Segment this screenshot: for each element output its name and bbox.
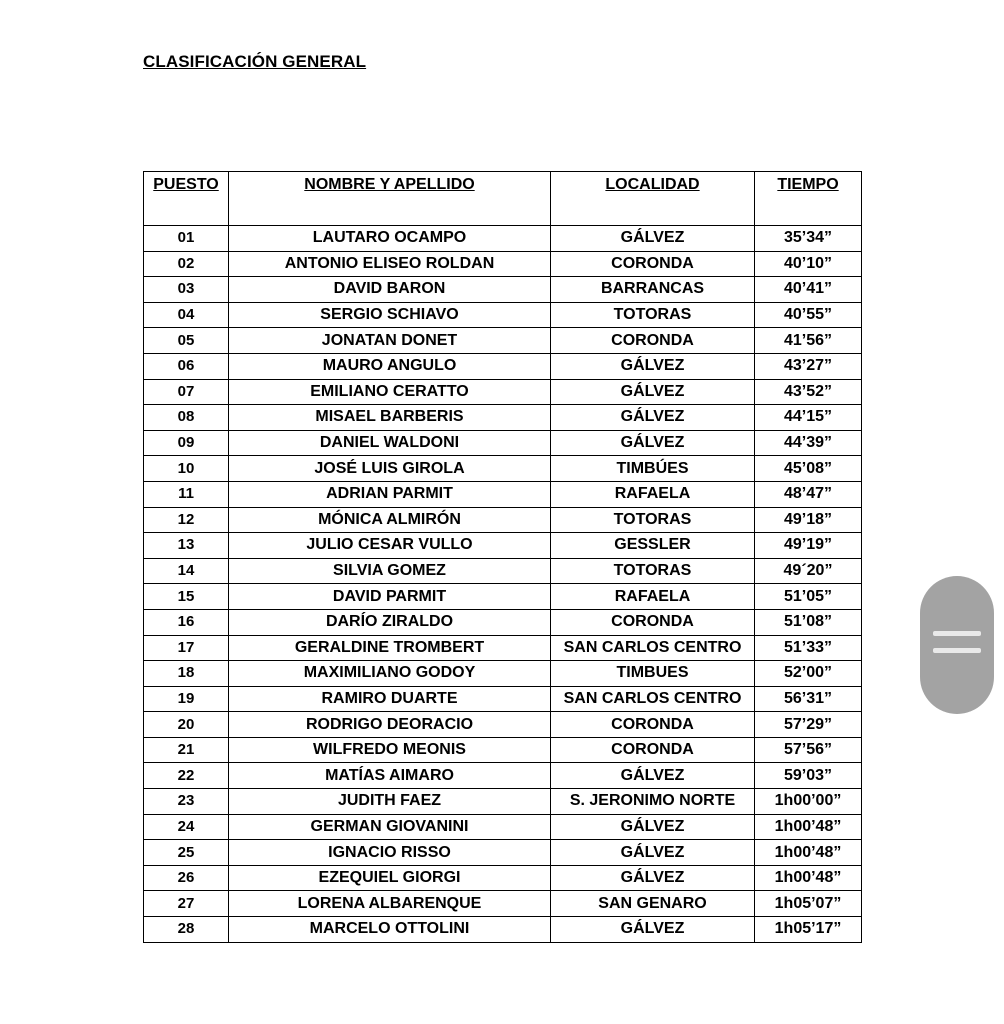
cell-locality: CORONDA (551, 251, 755, 277)
cell-position: 23 (144, 789, 229, 815)
cell-name: MISAEL BARBERIS (229, 405, 551, 431)
cell-locality: S. JERONIMO NORTE (551, 789, 755, 815)
table-row (144, 481, 862, 507)
cell-locality: BARRANCAS (551, 277, 755, 303)
cell-time: 43’27” (755, 353, 862, 379)
cell-time: 51’08” (755, 609, 862, 635)
table-row (144, 251, 862, 277)
table-row (144, 814, 862, 840)
cell-locality: GÁLVEZ (551, 226, 755, 252)
table-row (144, 379, 862, 405)
cell-position: 01 (144, 226, 229, 252)
cell-name: MÓNICA ALMIRÓN (229, 507, 551, 533)
cell-name: DARÍO ZIRALDO (229, 609, 551, 635)
cell-position: 19 (144, 686, 229, 712)
cell-time: 49´20” (755, 558, 862, 584)
cell-name: SERGIO SCHIAVO (229, 302, 551, 328)
cell-position: 27 (144, 891, 229, 917)
cell-position: 08 (144, 405, 229, 431)
cell-position: 28 (144, 917, 229, 943)
cell-name: EMILIANO CERATTO (229, 379, 551, 405)
cell-name: JOSÉ LUIS GIROLA (229, 456, 551, 482)
table-row (144, 865, 862, 891)
cell-name: GERMAN GIOVANINI (229, 814, 551, 840)
table-row (144, 226, 862, 252)
cell-locality: GÁLVEZ (551, 763, 755, 789)
cell-name: GERALDINE TROMBERT (229, 635, 551, 661)
cell-name: DAVID PARMIT (229, 584, 551, 610)
cell-position: 09 (144, 430, 229, 456)
cell-name: JUDITH FAEZ (229, 789, 551, 815)
cell-time: 49’19” (755, 533, 862, 559)
cell-position: 16 (144, 609, 229, 635)
cell-name: RODRIGO DEORACIO (229, 712, 551, 738)
cell-locality: GÁLVEZ (551, 840, 755, 866)
cell-name: ANTONIO ELISEO ROLDAN (229, 251, 551, 277)
table-row (144, 353, 862, 379)
cell-time: 44’15” (755, 405, 862, 431)
cell-locality: CORONDA (551, 609, 755, 635)
table-row (144, 840, 862, 866)
cell-name: JULIO CESAR VULLO (229, 533, 551, 559)
cell-time: 44’39” (755, 430, 862, 456)
cell-position: 05 (144, 328, 229, 354)
table-row (144, 737, 862, 763)
cell-locality: GÁLVEZ (551, 865, 755, 891)
cell-name: MATÍAS AIMARO (229, 763, 551, 789)
cell-time: 57’56” (755, 737, 862, 763)
cell-position: 12 (144, 507, 229, 533)
cell-locality: GÁLVEZ (551, 430, 755, 456)
cell-position: 10 (144, 456, 229, 482)
table-row (144, 763, 862, 789)
cell-time: 40’55” (755, 302, 862, 328)
cell-locality: TIMBUES (551, 661, 755, 687)
cell-time: 1h00’48” (755, 840, 862, 866)
cell-time: 1h00’48” (755, 865, 862, 891)
cell-name: WILFREDO MEONIS (229, 737, 551, 763)
table-row (144, 328, 862, 354)
cell-position: 24 (144, 814, 229, 840)
cell-locality: GÁLVEZ (551, 353, 755, 379)
cell-position: 21 (144, 737, 229, 763)
table-row (144, 405, 862, 431)
cell-name: LAUTARO OCAMPO (229, 226, 551, 252)
cell-position: 02 (144, 251, 229, 277)
cell-position: 14 (144, 558, 229, 584)
cell-position: 18 (144, 661, 229, 687)
cell-position: 03 (144, 277, 229, 303)
cell-position: 17 (144, 635, 229, 661)
cell-time: 35’34” (755, 226, 862, 252)
scroll-handle[interactable] (920, 576, 994, 714)
cell-name: RAMIRO DUARTE (229, 686, 551, 712)
cell-locality: CORONDA (551, 712, 755, 738)
header-time: TIEMPO (755, 172, 862, 226)
cell-time: 57’29” (755, 712, 862, 738)
results-body (144, 226, 862, 943)
cell-name: JONATAN DONET (229, 328, 551, 354)
table-row (144, 302, 862, 328)
document-title: CLASIFICACIÓN GENERAL (143, 52, 367, 71)
cell-time: 41’56” (755, 328, 862, 354)
cell-time: 1h00’00” (755, 789, 862, 815)
table-row (144, 507, 862, 533)
table-row (144, 661, 862, 687)
cell-locality: GÁLVEZ (551, 405, 755, 431)
cell-position: 22 (144, 763, 229, 789)
cell-time: 43’52” (755, 379, 862, 405)
table-row (144, 609, 862, 635)
cell-locality: CORONDA (551, 328, 755, 354)
cell-time: 51’05” (755, 584, 862, 610)
cell-time: 40’10” (755, 251, 862, 277)
cell-locality: SAN CARLOS CENTRO (551, 686, 755, 712)
cell-time: 51’33” (755, 635, 862, 661)
cell-time: 1h00’48” (755, 814, 862, 840)
cell-name: SILVIA GOMEZ (229, 558, 551, 584)
cell-time: 1h05’07” (755, 891, 862, 917)
header-locality: LOCALIDAD (551, 172, 755, 226)
cell-time: 1h05’17” (755, 917, 862, 943)
table-row (144, 686, 862, 712)
cell-name: DANIEL WALDONI (229, 430, 551, 456)
cell-name: IGNACIO RISSO (229, 840, 551, 866)
cell-locality: RAFAELA (551, 481, 755, 507)
table-row (144, 712, 862, 738)
cell-name: EZEQUIEL GIORGI (229, 865, 551, 891)
cell-position: 11 (144, 481, 229, 507)
table-row (144, 635, 862, 661)
cell-locality: SAN CARLOS CENTRO (551, 635, 755, 661)
cell-time: 40’41” (755, 277, 862, 303)
header-position: PUESTO (144, 172, 229, 226)
cell-position: 15 (144, 584, 229, 610)
cell-locality: GESSLER (551, 533, 755, 559)
cell-position: 20 (144, 712, 229, 738)
table-row (144, 430, 862, 456)
cell-position: 25 (144, 840, 229, 866)
cell-time: 59’03” (755, 763, 862, 789)
cell-position: 13 (144, 533, 229, 559)
results-table (143, 171, 862, 943)
table-header-row (144, 172, 862, 226)
cell-locality: RAFAELA (551, 584, 755, 610)
cell-position: 04 (144, 302, 229, 328)
cell-time: 56’31” (755, 686, 862, 712)
cell-name: MAURO ANGULO (229, 353, 551, 379)
table-row (144, 789, 862, 815)
table-row (144, 277, 862, 303)
cell-position: 06 (144, 353, 229, 379)
cell-locality: CORONDA (551, 737, 755, 763)
table-row (144, 917, 862, 943)
cell-locality: GÁLVEZ (551, 814, 755, 840)
table-row (144, 891, 862, 917)
cell-time: 48’47” (755, 481, 862, 507)
cell-name: LORENA ALBARENQUE (229, 891, 551, 917)
cell-time: 52’00” (755, 661, 862, 687)
table-row (144, 456, 862, 482)
cell-time: 45’08” (755, 456, 862, 482)
cell-time: 49’18” (755, 507, 862, 533)
cell-locality: TIMBÚES (551, 456, 755, 482)
cell-locality: SAN GENARO (551, 891, 755, 917)
cell-locality: TOTORAS (551, 558, 755, 584)
cell-name: DAVID BARON (229, 277, 551, 303)
cell-position: 26 (144, 865, 229, 891)
header-name: NOMBRE Y APELLIDO (229, 172, 551, 226)
table-row (144, 533, 862, 559)
cell-locality: TOTORAS (551, 302, 755, 328)
cell-name: MAXIMILIANO GODOY (229, 661, 551, 687)
cell-locality: GÁLVEZ (551, 917, 755, 943)
cell-locality: TOTORAS (551, 507, 755, 533)
table-row (144, 584, 862, 610)
table-row (144, 558, 862, 584)
cell-name: MARCELO OTTOLINI (229, 917, 551, 943)
cell-name: ADRIAN PARMIT (229, 481, 551, 507)
cell-locality: GÁLVEZ (551, 379, 755, 405)
cell-position: 07 (144, 379, 229, 405)
